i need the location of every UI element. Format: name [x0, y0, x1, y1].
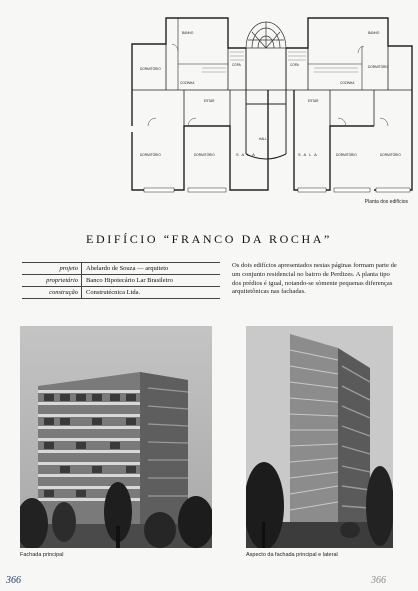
article-description: Os dois edifícios apresentados nestas páginas formam parte de um conjunto residencial no bairro de Perdizes. A planta tipo dos prédios é igual, notando-se sòmente pequenas diferenças arquitetônicas nas fachadas.: [232, 262, 397, 296]
plan-label-sala-2: S A L A: [298, 152, 318, 157]
credit-value: Abelardo de Souza — arquiteto: [86, 265, 169, 272]
plan-label-hall: HALL: [259, 137, 267, 141]
credit-key: projeto: [22, 263, 82, 274]
credit-value: Construtécnica Ltda.: [86, 289, 141, 296]
plan-label-dormitorio-5: DORMITÓRIO: [336, 153, 357, 157]
plan-label-cozinha-1: COZINHA: [180, 81, 195, 85]
plan-label-sala-1: S A L A: [236, 152, 256, 157]
article-title: EDIFÍCIO “FRANCO DA ROCHA”: [86, 232, 332, 246]
credits-table: [22, 262, 220, 299]
page-number-right: 366: [371, 575, 386, 586]
plan-label-estar-2: ESTAR: [308, 99, 319, 103]
plan-label-estar-1: ESTAR: [204, 99, 215, 103]
photo-caption-left: Fachada principal: [20, 552, 64, 558]
floor-plan-drawing: [118, 4, 414, 196]
credit-row-projeto: [22, 262, 220, 275]
plan-label-banho-1: BANHO: [182, 31, 194, 35]
plan-caption: Planta dos edifícios: [364, 199, 408, 205]
plan-label-dormitorio-4: DORMITÓRIO: [194, 153, 215, 157]
plan-label-dormitorio-6: DORMITÓRIO: [380, 153, 401, 157]
credit-value: Banco Hipotecário Lar Brasileiro: [86, 277, 173, 284]
credit-key: construção: [22, 287, 82, 298]
credit-row-proprietario: [22, 275, 220, 287]
photo-front-facade: [20, 326, 212, 548]
plan-label-dormitorio-2: DORMITÓRIO: [368, 65, 389, 69]
plan-label-banho-2: BANHO: [368, 31, 380, 35]
photo-side-facade: [246, 326, 393, 548]
page-number-left: 366: [6, 575, 21, 586]
plan-label-copa-2: COPA: [290, 63, 299, 67]
plan-label-dormitorio-3: DORMITÓRIO: [140, 153, 161, 157]
plan-label-cozinha-2: COZINHA: [340, 81, 355, 85]
credit-row-construcao: [22, 287, 220, 299]
photo-caption-right: Aspecto da fachada principal e lateral: [246, 552, 338, 558]
floor-plan: [118, 4, 414, 196]
plan-label-dormitorio-1: DORMITÓRIO: [140, 67, 161, 71]
plan-label-copa-1: COPA: [232, 63, 241, 67]
credit-key: proprietário: [22, 275, 82, 286]
